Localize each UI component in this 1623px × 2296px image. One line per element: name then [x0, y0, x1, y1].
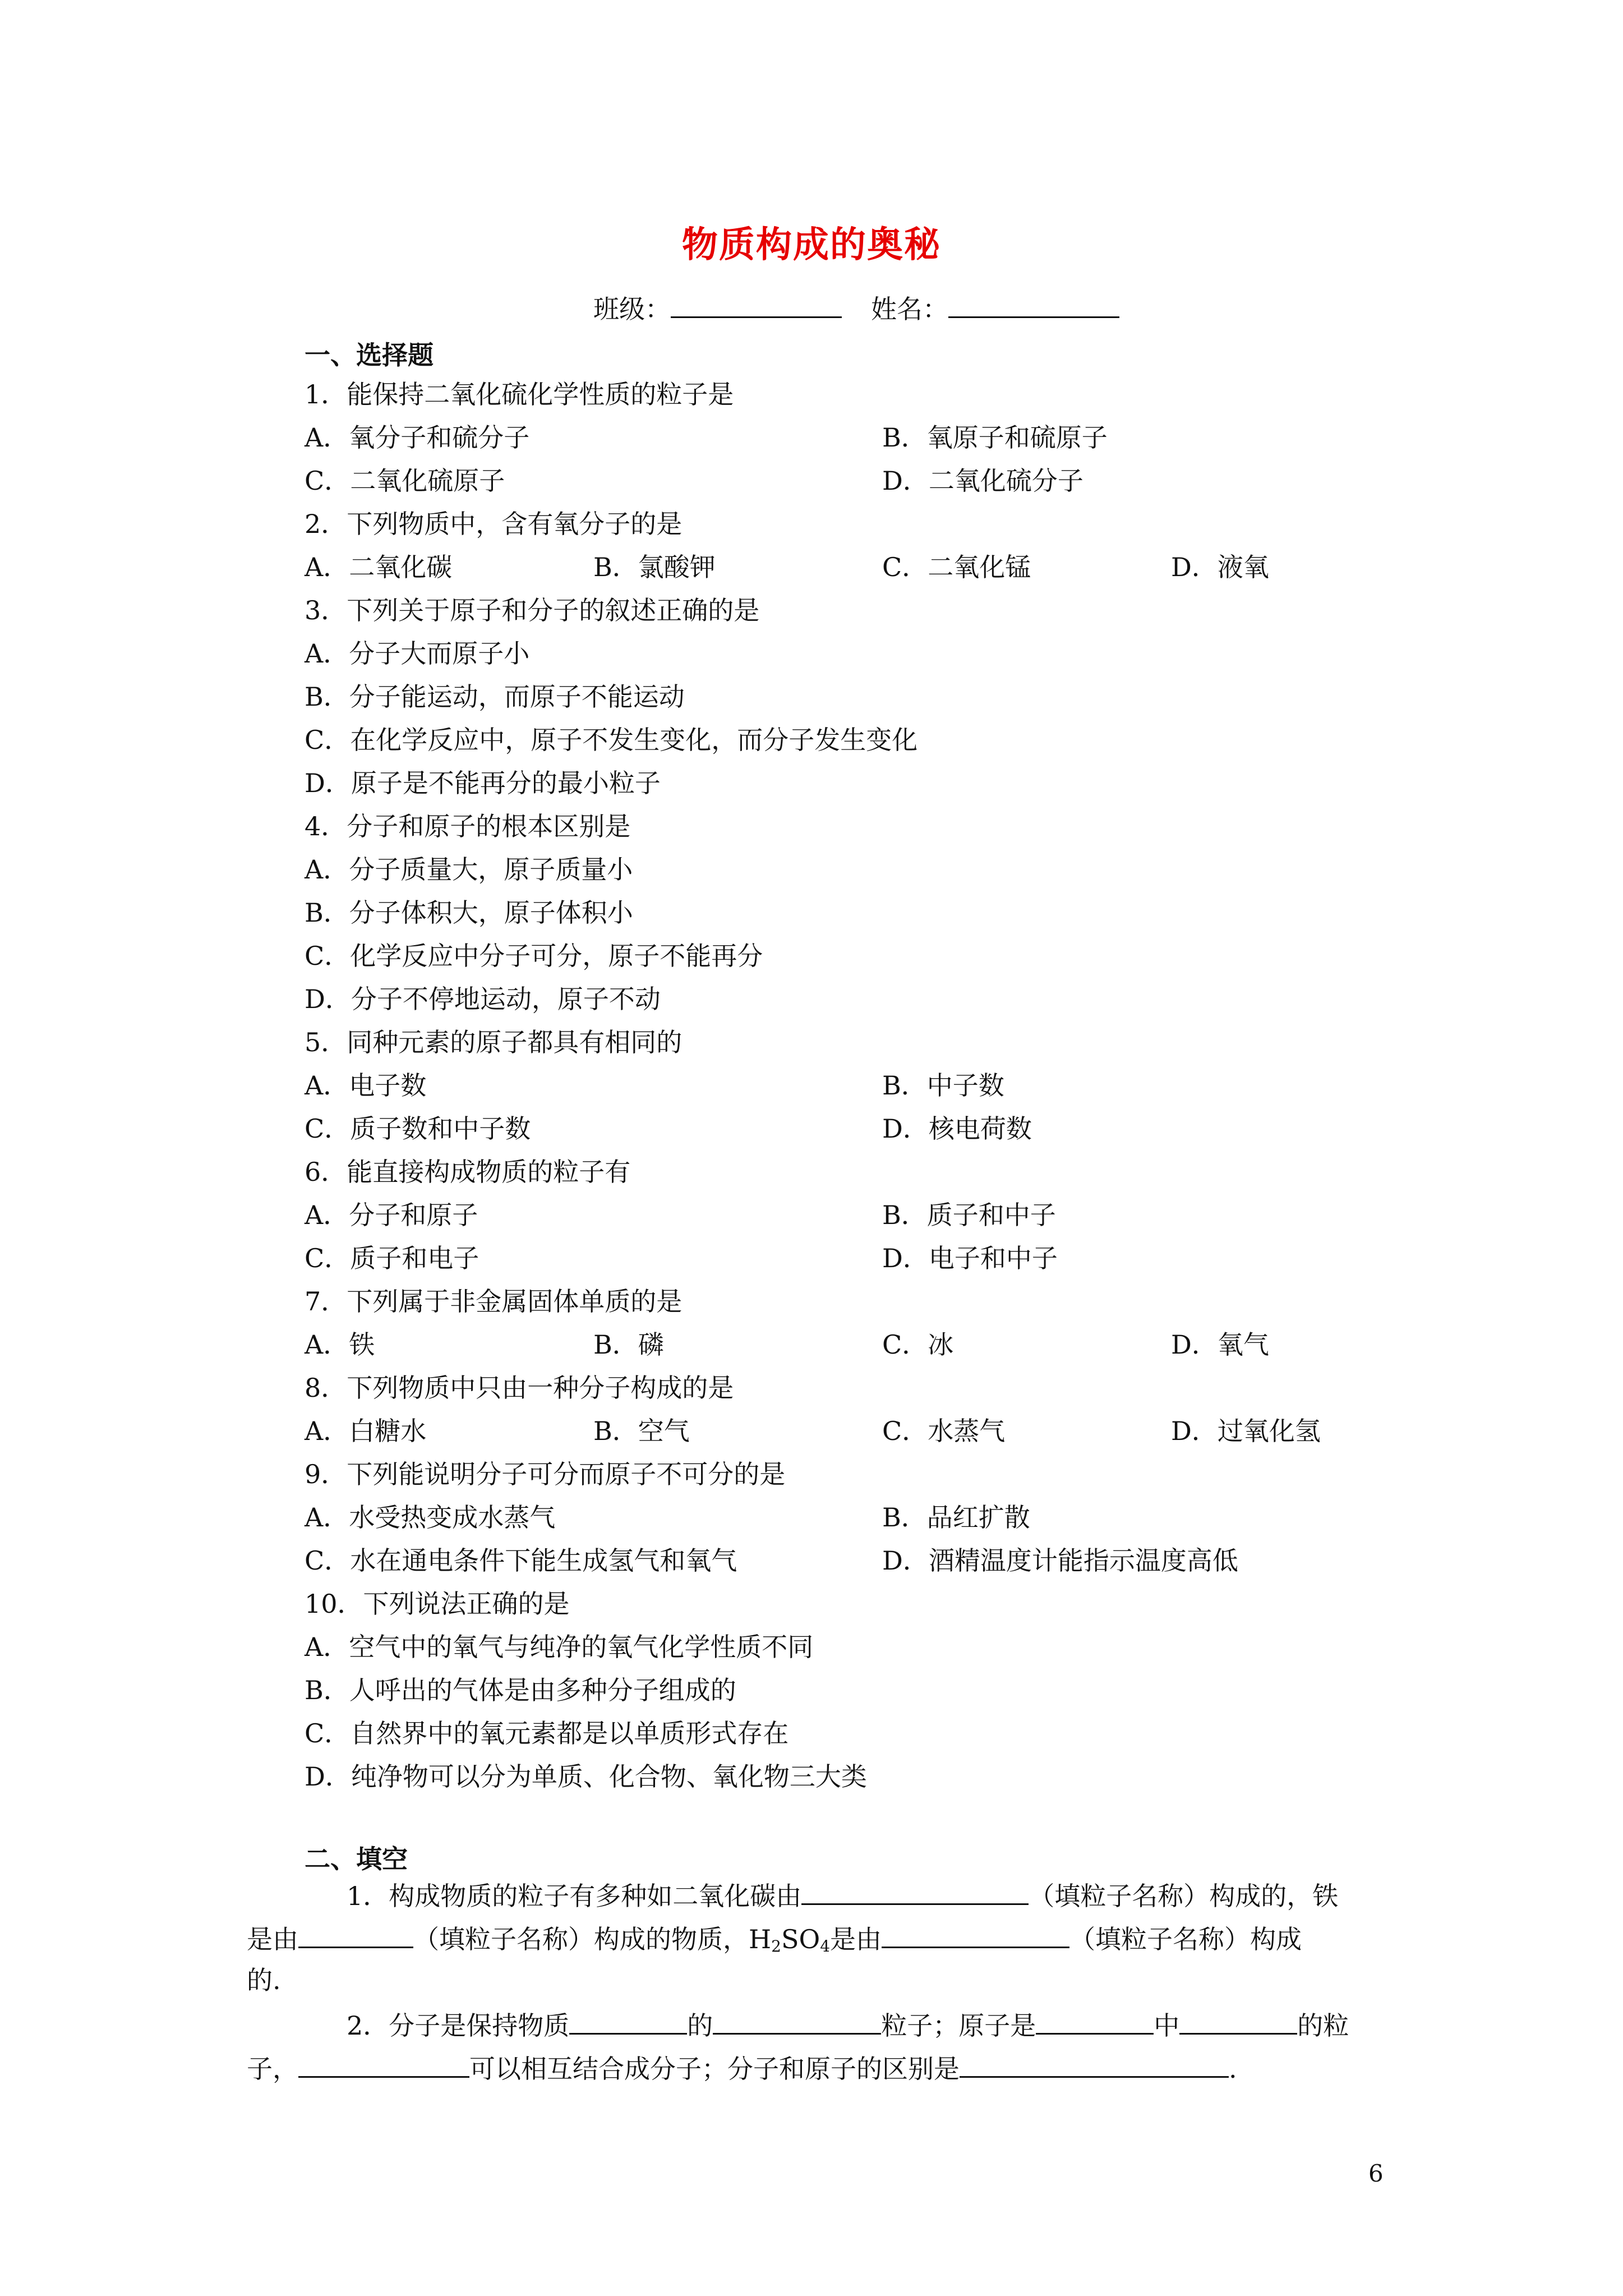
- option: C．冰: [882, 1329, 954, 1360]
- name-blank[interactable]: [948, 292, 1119, 318]
- fill-blank[interactable]: [960, 2054, 1229, 2078]
- fill-text: 2．分子是保持物质: [347, 2010, 570, 2041]
- option: D．氧气: [1171, 1329, 1269, 1360]
- option: B．分子能运动，而原子不能运动: [305, 682, 685, 712]
- option: B．品红扩散: [882, 1502, 1030, 1533]
- option: A．电子数: [305, 1070, 427, 1101]
- option: D．电子和中子: [882, 1243, 1058, 1273]
- option: B．分子体积大，原子体积小: [305, 898, 633, 928]
- option: B．人呼出的气体是由多种分子组成的: [305, 1675, 736, 1705]
- question-stem: 3．下列关于原子和分子的叙述正确的是: [305, 595, 760, 625]
- fill-text: 子，: [247, 2054, 298, 2084]
- option: D．分子不停地运动，原子不动: [305, 984, 661, 1014]
- fill-question-2-line-2: [247, 2054, 1237, 2082]
- option: D．核电荷数: [882, 1114, 1032, 1144]
- question-stem: 4．分子和原子的根本区别是: [305, 811, 631, 841]
- option: D．酒精温度计能指示温度高低: [882, 1545, 1238, 1576]
- student-info-line: [593, 289, 1119, 326]
- option: C．自然界中的氧元素都是以单质形式存在: [305, 1718, 789, 1749]
- option: C．二氧化硫原子: [305, 466, 505, 496]
- fill-question-2-line-1: [347, 2010, 1349, 2039]
- option: C．水蒸气: [882, 1416, 1006, 1446]
- question-stem: 10．下列说法正确的是: [305, 1589, 570, 1619]
- fill-question-1-line-2: [247, 1924, 1302, 1954]
- fill-text: （填粒子名称）构成: [1069, 1924, 1302, 1954]
- option: A．分子质量大，原子质量小: [305, 854, 633, 885]
- option: D．液氧: [1171, 552, 1269, 582]
- question-stem: 9．下列能说明分子可分而原子不可分的是: [305, 1459, 786, 1489]
- fill-text: 是由: [247, 1924, 298, 1954]
- section-heading-choice: 一、选择题: [305, 340, 434, 370]
- option: B．中子数: [882, 1070, 1004, 1101]
- fill-text: 的粒: [1297, 2010, 1349, 2041]
- class-label: 班级：: [593, 294, 671, 324]
- fill-blank[interactable]: [569, 2010, 687, 2035]
- question-stem: 7．下列属于非金属固体单质的是: [305, 1286, 683, 1317]
- option: D．原子是不能再分的最小粒子: [305, 768, 661, 798]
- option: C．化学反应中分子可分，原子不能再分: [305, 941, 763, 971]
- option: A．铁: [305, 1329, 375, 1360]
- option: C．在化学反应中，原子不发生变化，而分子发生变化: [305, 725, 918, 755]
- subscript: 2: [771, 1937, 781, 1955]
- question-stem: 5．同种元素的原子都具有相同的: [305, 1027, 683, 1057]
- fill-text: （填粒子名称）构成的，铁: [1029, 1881, 1339, 1911]
- fill-blank[interactable]: [801, 1881, 1029, 1905]
- fill-text: 中: [1154, 2010, 1180, 2041]
- option: B．空气: [593, 1416, 690, 1446]
- fill-blank[interactable]: [1036, 2010, 1154, 2035]
- fill-blank[interactable]: [713, 2010, 881, 2035]
- fill-text: 1．构成物质的粒子有多种如二氧化碳由: [347, 1881, 802, 1911]
- section-heading-fill: 二、填空: [305, 1844, 408, 1874]
- fill-blank[interactable]: [882, 1924, 1069, 1948]
- option: C．质子数和中子数: [305, 1114, 531, 1144]
- option: A．白糖水: [305, 1416, 427, 1446]
- fill-text: 粒子；原子是: [881, 2010, 1036, 2041]
- option: C．二氧化锰: [882, 552, 1031, 582]
- fill-text: 的: [687, 2010, 713, 2041]
- option: B．氧原子和硫原子: [882, 422, 1108, 453]
- name-label: 姓名：: [871, 294, 948, 324]
- option: D．过氧化氢: [1171, 1416, 1321, 1446]
- fill-question-1-line-3: 的.: [247, 1965, 281, 1995]
- fill-question-1-line-1: [347, 1881, 1338, 1909]
- question-stem: 6．能直接构成物质的粒子有: [305, 1157, 631, 1187]
- fill-text: .: [1229, 2054, 1237, 2084]
- fill-text: 可以相互结合成分子；分子和原子的区别是: [469, 2054, 960, 2084]
- option: D．二氧化硫分子: [882, 466, 1083, 496]
- option: A．水受热变成水蒸气: [305, 1502, 556, 1533]
- option: C．水在通电条件下能生成氢气和氧气: [305, 1545, 737, 1576]
- fill-text: （填粒子名称）构成的物质，H: [413, 1924, 772, 1954]
- page-title: 物质构成的奥秘: [682, 224, 941, 266]
- option: A．分子和原子: [305, 1200, 478, 1230]
- fill-blank[interactable]: [1179, 2010, 1297, 2035]
- class-blank[interactable]: [671, 292, 842, 318]
- fill-blank[interactable]: [298, 1924, 413, 1948]
- question-stem: 8．下列物质中只由一种分子构成的是: [305, 1373, 734, 1403]
- option: D．纯净物可以分为单质、化合物、氧化物三大类: [305, 1761, 867, 1792]
- option: B．氯酸钾: [593, 552, 716, 582]
- page-number: 6: [1368, 2160, 1384, 2187]
- option: A．二氧化碳: [305, 552, 453, 582]
- question-stem: 1．能保持二氧化硫化学性质的粒子是: [305, 379, 734, 409]
- option: A．分子大而原子小: [305, 638, 530, 669]
- option: A．氧分子和硫分子: [305, 422, 530, 453]
- option: B．磷: [593, 1329, 664, 1360]
- option: A．空气中的氧气与纯净的氧气化学性质不同: [305, 1632, 814, 1662]
- fill-text: SO: [781, 1924, 820, 1954]
- option: B．质子和中子: [882, 1200, 1056, 1230]
- fill-text: 是由: [830, 1924, 882, 1954]
- option: C．质子和电子: [305, 1243, 479, 1273]
- subscript: 4: [820, 1937, 831, 1955]
- question-stem: 2．下列物质中，含有氧分子的是: [305, 509, 683, 539]
- fill-blank[interactable]: [298, 2054, 469, 2078]
